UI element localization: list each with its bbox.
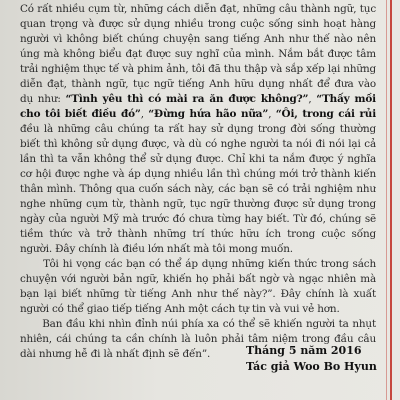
text-run: lần thì ta vẫn không thể sử dụng được. Chỉ khi ta nắm được ý nghĩa — [20, 153, 376, 165]
signature-date: Tháng 5 năm 2016 — [246, 344, 362, 357]
body-text — [20, 2, 376, 362]
text-run: , — [140, 108, 149, 120]
text-line — [20, 317, 376, 332]
text-line — [20, 242, 376, 257]
text-run: trải nghiệm thực tế và phim ảnh, tôi đã thu thập và sắp xếp lại những — [20, 63, 376, 75]
text-run: dụ như: — [20, 93, 66, 105]
text-line — [20, 152, 376, 167]
text-line — [20, 92, 376, 107]
text-line — [20, 32, 376, 47]
text-line — [20, 47, 376, 62]
text-line — [20, 77, 376, 92]
text-line — [20, 257, 376, 272]
text-run: Tôi hi vọng các bạn có thể áp dụng những kiến thức trong sách — [43, 258, 376, 270]
text-line — [20, 2, 376, 17]
text-run: thân mình. Thông qua cuốn sách này, các bạn sẽ có trải nghiệm như — [20, 183, 376, 195]
quoted-phrase: “Thấy mồi — [316, 93, 376, 105]
text-run: quan trọng và được sử dụng nhiều trong cuộc sống sinh hoạt hàng — [20, 18, 376, 30]
text-line — [20, 227, 376, 242]
text-run: , — [268, 108, 276, 120]
text-line — [20, 212, 376, 227]
text-run: biết thì không sử dụng được, và dù có nghe người ta nói đi nói lại cả — [20, 138, 376, 150]
margin-rule-thin — [386, 0, 387, 400]
quoted-phrase: “Tình yêu thì có mài ra ăn được không?” — [65, 93, 309, 105]
text-line — [20, 137, 376, 152]
text-run: diễn đạt, thành ngữ, tục ngữ tiếng Anh hữu dụng nhất để đưa vào — [20, 78, 376, 90]
text-line — [20, 17, 376, 32]
text-run: nghe những cụm từ, thành ngữ, tục ngữ thường được sử dụng trong — [20, 198, 376, 210]
text-run: bạn lại biết những từ tiếng Anh như thế này?”. Đây chính là xuất — [20, 288, 376, 300]
quoted-phrase: “Ôi, trong cái rủi — [275, 108, 376, 120]
quoted-phrase: cho tôi biết điều đó” — [20, 108, 141, 120]
text-run: người vì không biết chúng chuyện sang tiếng Anh như thế nào nên — [20, 33, 376, 45]
text-run: , — [308, 93, 317, 105]
text-run: úng mà không biểu đạt được suy nghĩ của mình. Nắm bắt được tâm — [20, 48, 376, 60]
text-run: dài nhưng hễ đi là nhất định sẽ đến”. — [20, 348, 211, 360]
text-line — [20, 167, 376, 182]
text-run: người. Đây chính là điều lớn nhất mà tôi mong muốn. — [20, 243, 293, 255]
text-run: cơ hội được nghe và áp dụng nhiều lần thì chúng mới trở thành kiến — [20, 168, 376, 180]
text-run: tiềm thức và trở thành những trí thức hữu ích trong cuộc sống — [20, 228, 376, 240]
text-line — [20, 272, 376, 287]
signature-author: Tác giả Woo Bo Hyun — [246, 360, 377, 373]
text-line — [20, 62, 376, 77]
text-run: Ban đầu khi nhìn đỉnh núi phía xa có thể sẽ khiến người ta nhụt — [42, 318, 376, 330]
text-line — [20, 197, 376, 212]
text-line — [20, 287, 376, 302]
text-line — [20, 182, 376, 197]
margin-rule — [390, 0, 392, 400]
text-run: người có thể giao tiếp tiếng Anh một cách tự tin và vui vẻ hơn. — [20, 303, 340, 315]
text-run: Có rất nhiều cụm từ, những cách diễn đạt, những câu thành ngữ, tục — [20, 3, 376, 15]
text-run: chuyện với người bản ngữ, khiến họ phải bất ngờ và ngạc nhiên mà — [20, 273, 376, 285]
text-run: ngày của người Mỹ mà trước đó chưa từng hay biết. Từ đó, chúng sẽ — [20, 213, 376, 225]
text-line — [20, 122, 376, 137]
text-line — [20, 302, 376, 317]
text-run: nhiên, cái chúng ta cần chính là luôn phải tâm niệm trong đầu câu — [20, 333, 376, 345]
quoted-phrase: “Đừng hứa hão nữa” — [148, 108, 269, 120]
text-line — [20, 107, 376, 122]
text-run: đều là những câu chúng ta rất hay sử dụng trong đời sống thường — [20, 123, 376, 135]
